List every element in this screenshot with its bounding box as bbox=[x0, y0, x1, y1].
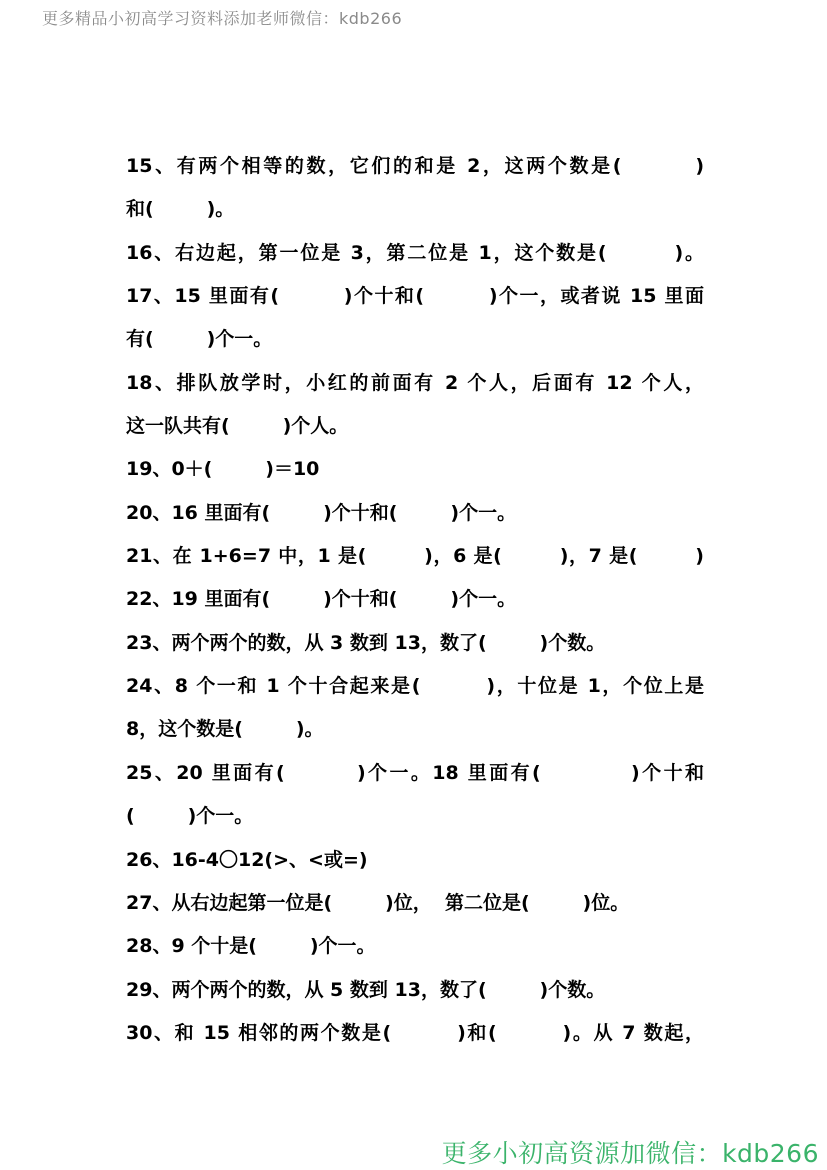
question-line: 25、20 里面有( )个一。18 里面有( )个十和 bbox=[126, 761, 704, 784]
question-line: 27、从右边起第一位是( )位， 第二位是( )位。 bbox=[126, 891, 630, 914]
footer-watermark: 更多小初高资源加微信：kdb266 bbox=[441, 1139, 819, 1168]
question-line: 23、两个两个的数，从 3 数到 13，数了( )个数。 bbox=[126, 631, 606, 654]
question-line: 29、两个两个的数，从 5 数到 13，数了( )个数。 bbox=[126, 978, 606, 1001]
question-line: 19、0＋( )＝10 bbox=[126, 458, 320, 481]
question-line: ( )个一。 bbox=[126, 805, 254, 828]
header-watermark: 更多精品小初高学习资料添加老师微信：kdb266 bbox=[42, 9, 403, 28]
question-line: 26、16-4〇12(>、<或=) bbox=[126, 848, 368, 871]
question-line: 30、和 15 相邻的两个数是( )和( )。从 7 数起， bbox=[126, 1021, 704, 1044]
question-line: 15、有两个相等的数，它们的和是 2，这两个数是( ) bbox=[126, 155, 704, 177]
question-line: 这一队共有( )个人。 bbox=[126, 415, 349, 438]
question-line: 21、在 1+6=7 中，1 是( )，6 是( )，7 是( ) bbox=[126, 545, 704, 568]
question-line: 和( )。 bbox=[126, 198, 235, 221]
question-line: 8，这个数是( )。 bbox=[126, 718, 324, 741]
question-line: 有( )个一。 bbox=[126, 328, 273, 351]
question-line: 28、9 个十是( )个一。 bbox=[126, 935, 376, 958]
question-line: 18、排队放学时，小红的前面有 2 个人，后面有 12 个人， bbox=[126, 371, 704, 394]
question-line: 24、8 个一和 1 个十合起来是( )，十位是 1，个位上是 bbox=[126, 675, 704, 698]
question-line: 16、右边起，第一位是 3，第二位是 1，这个数是( )。 bbox=[126, 241, 704, 264]
question-list bbox=[126, 148, 704, 1058]
question-line: 17、15 里面有( )个十和( )个一，或者说 15 里面 bbox=[126, 285, 704, 308]
question-line: 20、16 里面有( )个十和( )个一。 bbox=[126, 501, 517, 524]
question-line: 22、19 里面有( )个十和( )个一。 bbox=[126, 588, 517, 611]
